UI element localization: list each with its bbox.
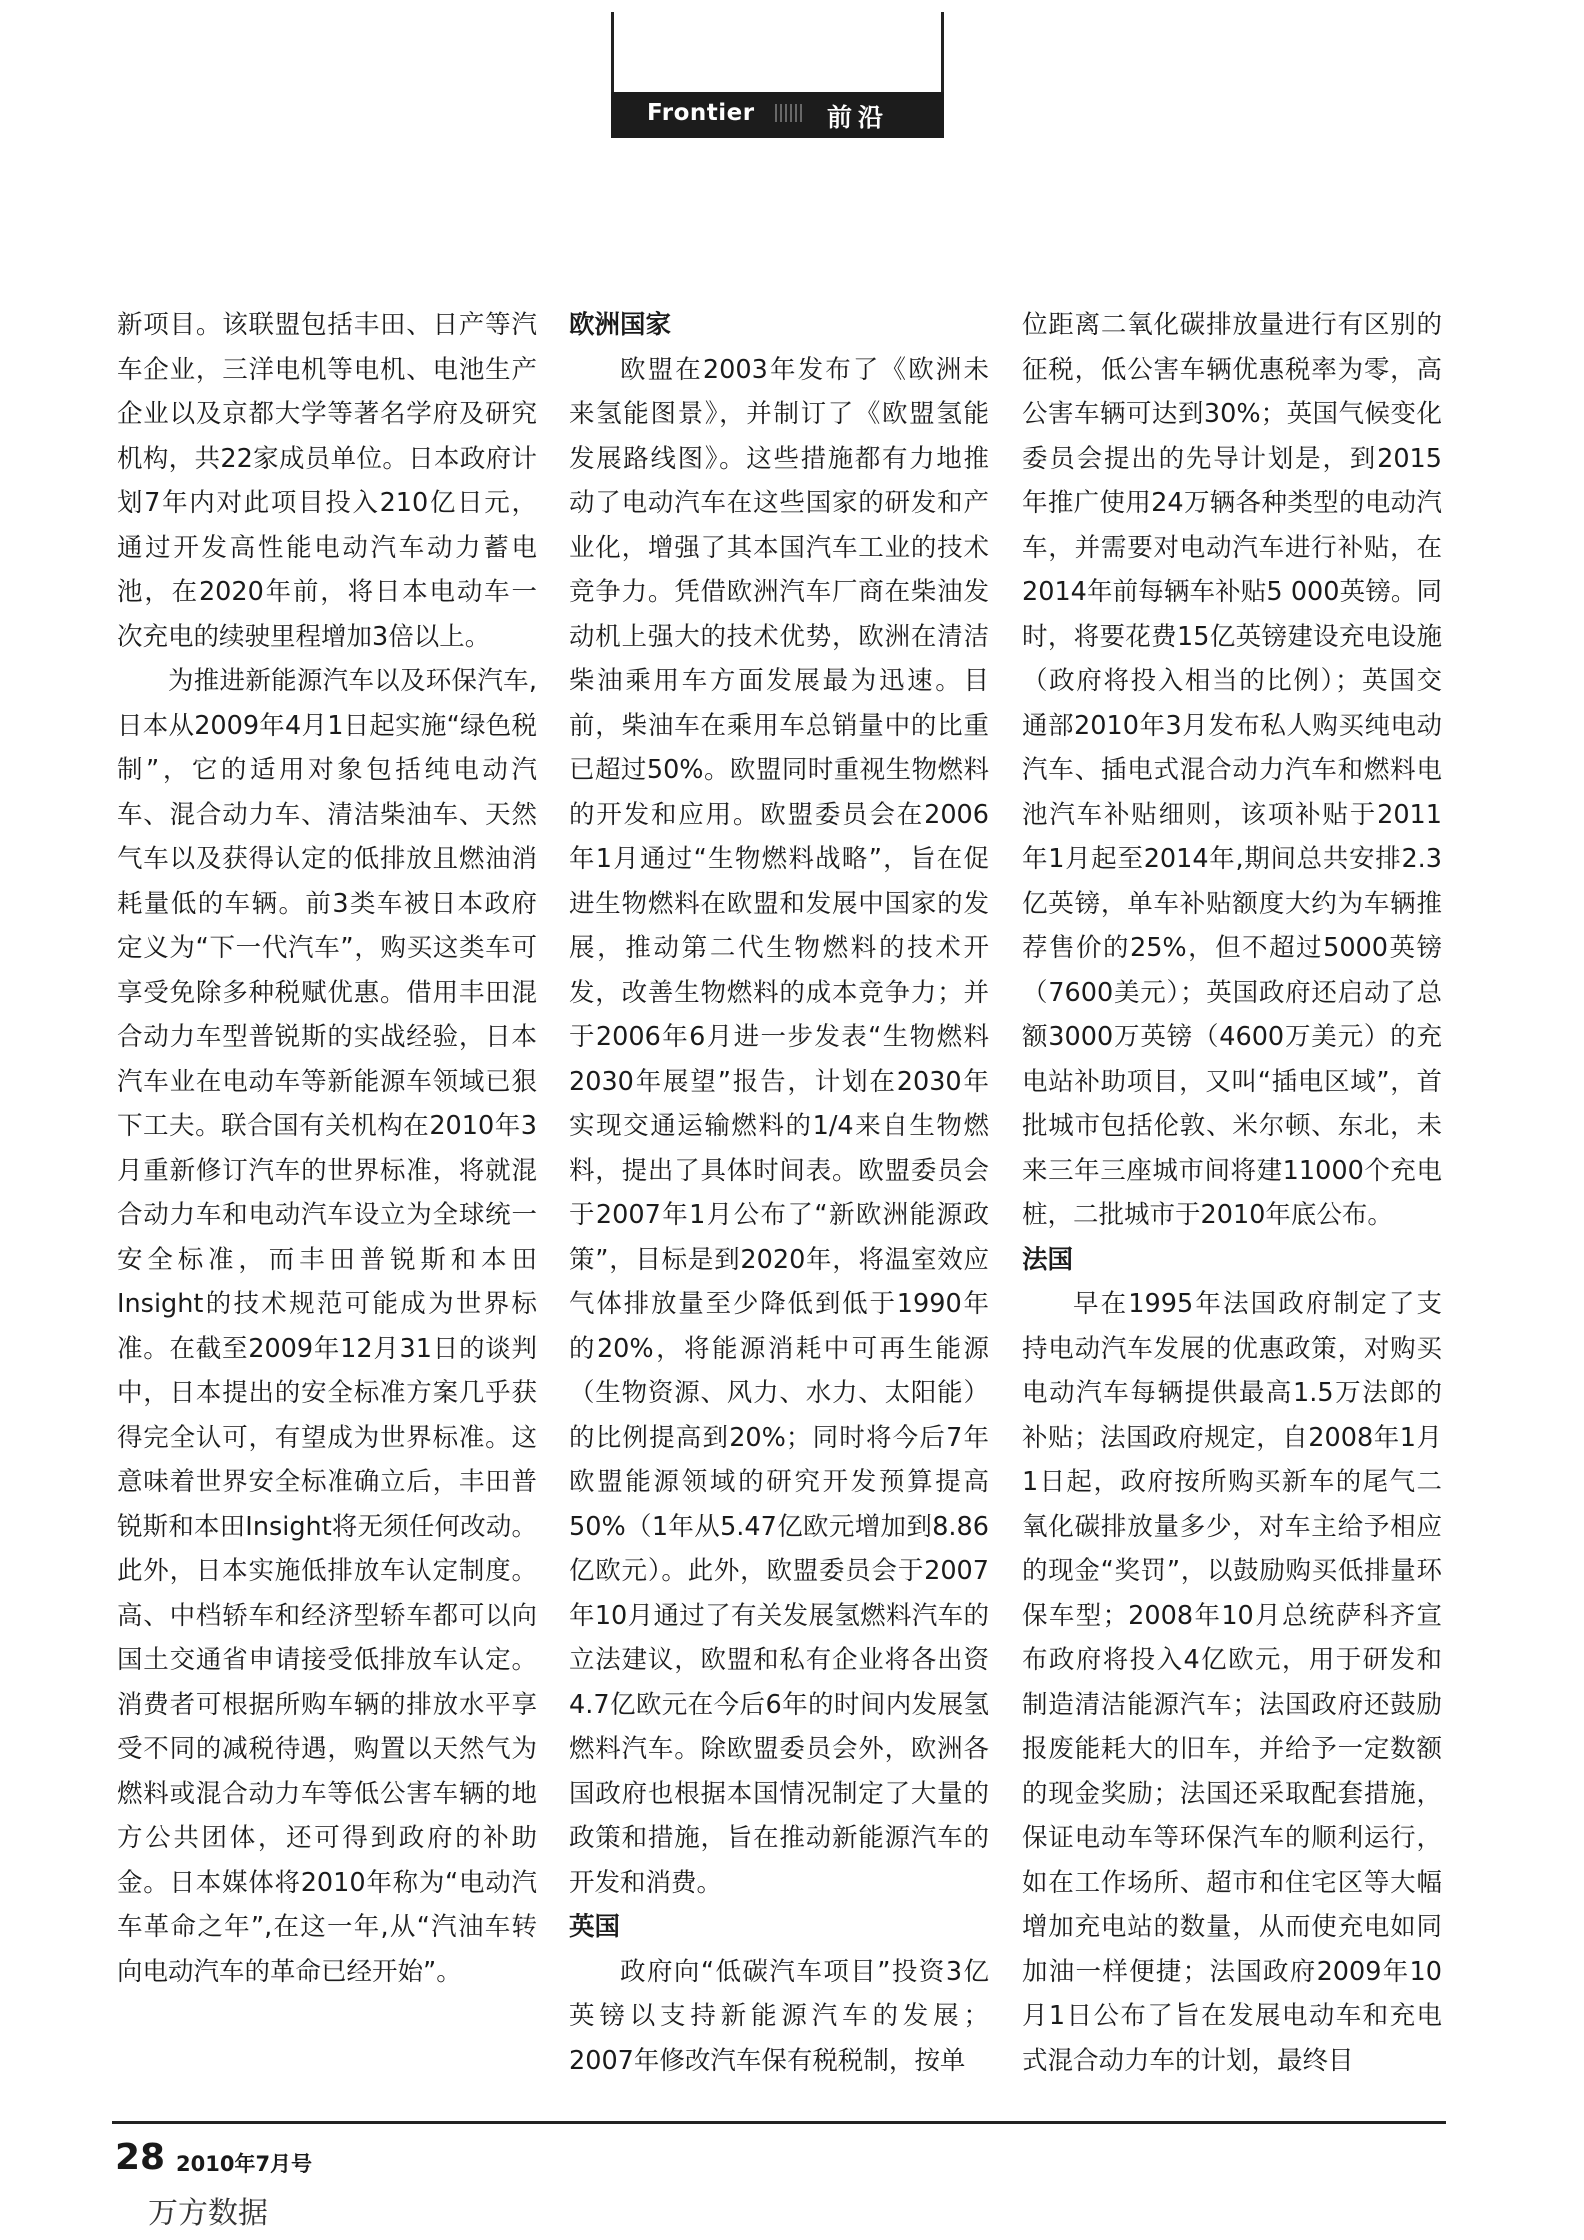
text-column-3 (1022, 303, 1442, 2083)
paragraph: 为推进新能源汽车以及环保汽车,日本从2009年4月1日起实施“绿色税制”，它的适用对象包括纯电动汽车、混合动力车、清洁柴油车、天然气车以及获得认定的低排放且燃油消耗量低的车辆。前3类车被日本政府定义为“下一代汽车”，购买这类车可享受免除多种税赋优惠。借用丰田混合动力车型普锐斯的实战经验，日本汽车业在电动车等新能源车领域已狠下工夫。联合国有关机构在2010年3月重新修订汽车的世界标准，将就混合动力车和电动汽车设立为全球统一安全标准，而丰田普锐斯和本田Insight的技术规范可能成为世界标准。在截至2009年12月31日的谈判中，日本提出的安全标准方案几乎获得完全认可，有望成为世界标准。这意味着世界安全标准确立后，丰田普锐斯和本田Insight将无须任何改动。此外，日本实施低排放车认定制度。高、中档轿车和经济型轿车都可以向国土交通省申请接受低排放车认定。消费者可根据所购车辆的排放水平享受不同的减税待遇，购置以天然气为燃料或混合动力车等低公害车辆的地方公共团体，还可得到政府的补助金。日本媒体将2010年称为“电动汽车革命之年”,在这一年,从“汽油车转向电动汽车的革命已经开始”。 (117, 666, 537, 1987)
paragraph: 政府向“低碳汽车项目”投资3亿英镑以支持新能源汽车的发展；2007年修改汽车保有税税制，按单 (569, 1956, 989, 2076)
section-heading-europe: 欧洲国家 (569, 310, 672, 340)
text-column-1 (117, 303, 537, 1994)
database-watermark: 万方数据 (148, 2196, 268, 2231)
paragraph: 欧盟在2003年发布了《欧洲未来氢能图景》，并制订了《欧盟氢能发展路线图》。这些措施都有力地推动了电动汽车在这些国家的研发和产业化，增强了其本国汽车工业的技术竞争力。凭借欧洲汽车厂商在柴油发动机上强大的技术优势，欧洲在清洁柴油乘用车方面发展最为迅速。目前，柴油车在乘用车总销量中的比重已超过50%。欧盟同时重视生物燃料的开发和应用。欧盟委员会在2006年1月通过“生物燃料战略”，旨在促进生物燃料在欧盟和发展中国家的发展，推动第二代生物燃料的技术开发，改善生物燃料的成本竞争力；并于2006年6月进一步发表“生物燃料2030年展望”报告，计划在2030年实现交通运输燃料的1/4来自生物燃料，提出了具体时间表。欧盟委员会于2007年1月公布了“新欧洲能源政策”，目标是到2020年，将温室效应气体排放量至少降低到低于1990年的20%，将能源消耗中可再生能源（生物资源、风力、水力、太阳能）的比例提高到20%；同时将今后7年欧盟能源领域的研究开发预算提高50%（1年从5.47亿欧元增加到8.86亿欧元）。此外，欧盟委员会于2007年10月通过了有关发展氢燃料汽车的立法建议，欧盟和私有企业将各出资4.7亿欧元在今后6年的时间内发展氢燃料汽车。除欧盟委员会外，欧洲各国政府也根据本国情况制定了大量的政策和措施，旨在推动新能源汽车的开发和消费。 (569, 354, 989, 1898)
header-frame (611, 12, 944, 92)
paragraph: 新项目。该联盟包括丰田、日产等汽车企业，三洋电机等电机、电池生产企业以及京都大学等著名学府及研究机构，共22家成员单位。日本政府计划7年内对此项目投入210亿日元，通过开发高性能电动汽车动力蓄电池，在2020年前，将日本电动车一次充电的续驶里程增加3倍以上。 (117, 310, 537, 652)
issue-date: 2010年7月号 (176, 2152, 313, 2176)
section-label-zh: 前沿 (827, 103, 890, 132)
paragraph: 早在1995年法国政府制定了支持电动汽车发展的优惠政策，对购买电动汽车每辆提供最高1.5万法郎的补贴；法国政府规定，自2008年1月1日起，政府按所购买新车的尾气二氧化碳排放量多少，对车主给予相应的现金“奖罚”，以鼓励购买低排量环保车型；2008年10月总统萨科齐宣布政府将投入4亿欧元，用于研发和制造清洁能源汽车；法国政府还鼓励报废能耗大的旧车，并给予一定数额的现金奖励；法国还采取配套措施，保证电动车等环保汽车的顺利运行，如在工作场所、超市和住宅区等大幅增加充电站的数量，从而使充电如同加油一样便捷；法国政府2009年10月1日公布了旨在发展电动车和充电式混合动力车的计划，最终目 (1022, 1289, 1442, 2076)
page-number: 28 (115, 2137, 166, 2178)
text-column-2 (569, 303, 989, 2083)
header-dot-ornament (775, 104, 805, 122)
section-label-en: Frontier (647, 100, 755, 126)
footer-rule (112, 2121, 1446, 2124)
section-heading-uk: 英国 (569, 1912, 621, 1942)
section-header (611, 92, 944, 138)
section-heading-france: 法国 (1022, 1244, 1074, 1275)
paragraph: 位距离二氧化碳排放量进行有区别的征税，低公害车辆优惠税率为零，高公害车辆可达到30%；英国气候变化委员会提出的先导计划是，到2015年推广使用24万辆各种类型的电动汽车，并需要对电动汽车进行补贴，在2014年前每辆车补贴5 000英镑。同时，将要花费15亿英镑建设充电设施（政府将投入相当的比例）；英国交通部2010年3月发布私人购买纯电动汽车、插电式混合动力汽车和燃料电池汽车补贴细则，该项补贴于2011年1月起至2014年,期间总共安排2.3亿英镑，单车补贴额度大约为车辆推荐售价的25%，但不超过5000英镑（7600美元）；英国政府还启动了总额3000万英镑（4600万美元）的充电站补助项目，又叫“插电区域”，首批城市包括伦敦、米尔顿、东北，未来三年三座城市间将建11000个充电桩，二批城市于2010年底公布。 (1022, 310, 1442, 1230)
